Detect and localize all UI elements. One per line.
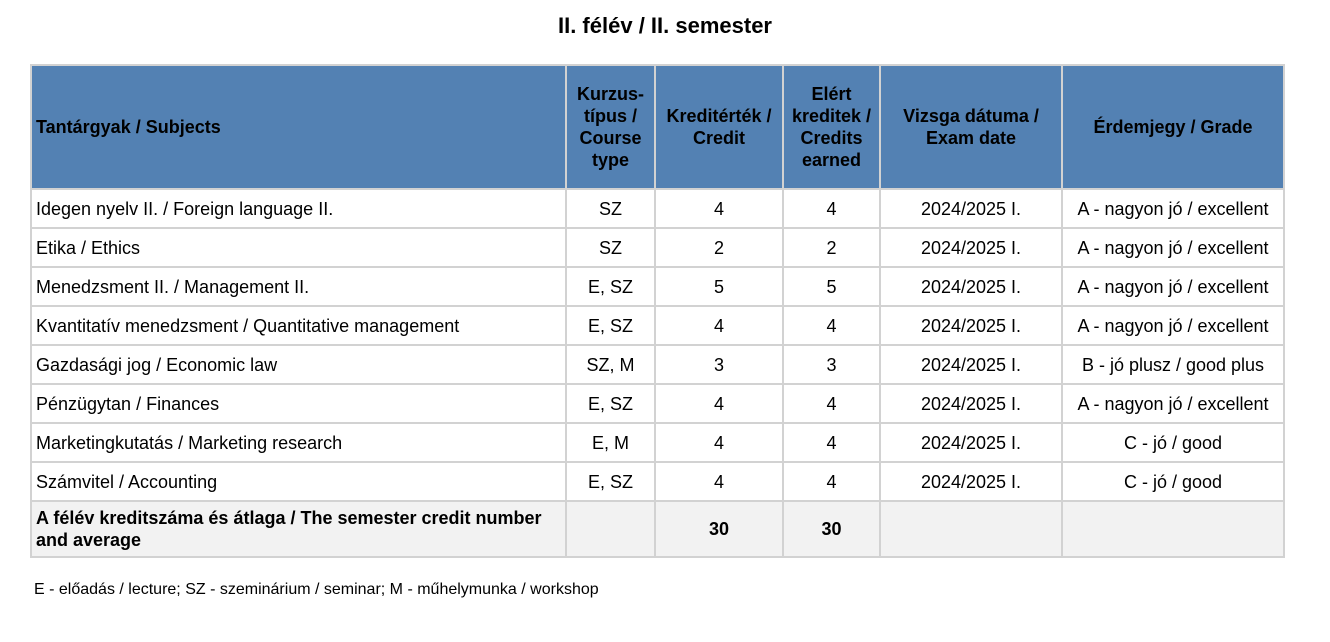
exam-date-cell: 2024/2025 I. bbox=[880, 384, 1062, 423]
exam-date-cell: 2024/2025 I. bbox=[880, 462, 1062, 501]
subject-cell: Marketingkutatás / Marketing research bbox=[31, 423, 566, 462]
course-type-cell: E, SZ bbox=[566, 462, 655, 501]
earned-cell: 4 bbox=[783, 189, 880, 228]
course-type-cell: E, M bbox=[566, 423, 655, 462]
table-row bbox=[31, 228, 1284, 267]
earned-cell: 4 bbox=[783, 384, 880, 423]
grade-cell: C - jó / good bbox=[1062, 423, 1284, 462]
subject-cell: Pénzügytan / Finances bbox=[31, 384, 566, 423]
grade-cell: C - jó / good bbox=[1062, 462, 1284, 501]
course-type-cell: E, SZ bbox=[566, 306, 655, 345]
table-row bbox=[31, 345, 1284, 384]
summary-row bbox=[31, 501, 1284, 557]
exam-date-cell: 2024/2025 I. bbox=[880, 228, 1062, 267]
earned-cell: 3 bbox=[783, 345, 880, 384]
credit-cell: 4 bbox=[655, 462, 783, 501]
header-credit: Kreditérték / Credit bbox=[655, 65, 783, 189]
grade-cell: B - jó plusz / good plus bbox=[1062, 345, 1284, 384]
header-course-type: Kurzus-típus / Course type bbox=[566, 65, 655, 189]
credit-cell: 3 bbox=[655, 345, 783, 384]
grade-cell: A - nagyon jó / excellent bbox=[1062, 267, 1284, 306]
course-type-legend: E - előadás / lecture; SZ - szeminárium / seminar; M - műhelymunka / workshop bbox=[34, 581, 599, 598]
grade-cell: A - nagyon jó / excellent bbox=[1062, 384, 1284, 423]
credit-cell: 4 bbox=[655, 306, 783, 345]
header-grade: Érdemjegy / Grade bbox=[1062, 65, 1284, 189]
header-subject: Tantárgyak / Subjects bbox=[31, 65, 566, 189]
earned-cell: 4 bbox=[783, 306, 880, 345]
table-row bbox=[31, 306, 1284, 345]
subject-cell: Számvitel / Accounting bbox=[31, 462, 566, 501]
credit-cell: 5 bbox=[655, 267, 783, 306]
grade-cell: A - nagyon jó / excellent bbox=[1062, 306, 1284, 345]
credit-cell: 4 bbox=[655, 384, 783, 423]
header-credits-earned: Elért kreditek / Credits earned bbox=[783, 65, 880, 189]
exam-date-cell: 2024/2025 I. bbox=[880, 306, 1062, 345]
exam-date-cell: 2024/2025 I. bbox=[880, 345, 1062, 384]
credit-cell: 4 bbox=[655, 189, 783, 228]
summary-credit-total: 30 bbox=[655, 501, 783, 557]
grade-cell: A - nagyon jó / excellent bbox=[1062, 228, 1284, 267]
subject-cell: Idegen nyelv II. / Foreign language II. bbox=[31, 189, 566, 228]
exam-date-cell: 2024/2025 I. bbox=[880, 267, 1062, 306]
subject-cell: Gazdasági jog / Economic law bbox=[31, 345, 566, 384]
exam-date-cell: 2024/2025 I. bbox=[880, 189, 1062, 228]
subject-cell: Kvantitatív menedzsment / Quantitative management bbox=[31, 306, 566, 345]
exam-date-cell: 2024/2025 I. bbox=[880, 423, 1062, 462]
credit-cell: 2 bbox=[655, 228, 783, 267]
summary-exam-date-cell bbox=[880, 501, 1062, 557]
header-exam-date: Vizsga dátuma / Exam date bbox=[880, 65, 1062, 189]
earned-cell: 5 bbox=[783, 267, 880, 306]
header-row bbox=[31, 65, 1284, 189]
table-row bbox=[31, 189, 1284, 228]
subject-cell: Etika / Ethics bbox=[31, 228, 566, 267]
earned-cell: 4 bbox=[783, 423, 880, 462]
grade-cell: A - nagyon jó / excellent bbox=[1062, 189, 1284, 228]
page-title: II. félév / II. semester bbox=[557, 13, 772, 38]
summary-label: A félév kreditszáma és átlaga / The semester credit number and average bbox=[31, 501, 566, 557]
table-row bbox=[31, 267, 1284, 306]
course-type-cell: SZ bbox=[566, 228, 655, 267]
course-type-cell: SZ bbox=[566, 189, 655, 228]
summary-grade-cell bbox=[1062, 501, 1284, 557]
earned-cell: 2 bbox=[783, 228, 880, 267]
subject-cell: Menedzsment II. / Management II. bbox=[31, 267, 566, 306]
table-row bbox=[31, 384, 1284, 423]
table-row bbox=[31, 423, 1284, 462]
course-type-cell: SZ, M bbox=[566, 345, 655, 384]
earned-cell: 4 bbox=[783, 462, 880, 501]
credit-cell: 4 bbox=[655, 423, 783, 462]
table-row bbox=[31, 462, 1284, 501]
course-type-cell: E, SZ bbox=[566, 267, 655, 306]
summary-course-type-cell bbox=[566, 501, 655, 557]
summary-earned-total: 30 bbox=[783, 501, 880, 557]
grades-table bbox=[30, 64, 1285, 558]
course-type-cell: E, SZ bbox=[566, 384, 655, 423]
